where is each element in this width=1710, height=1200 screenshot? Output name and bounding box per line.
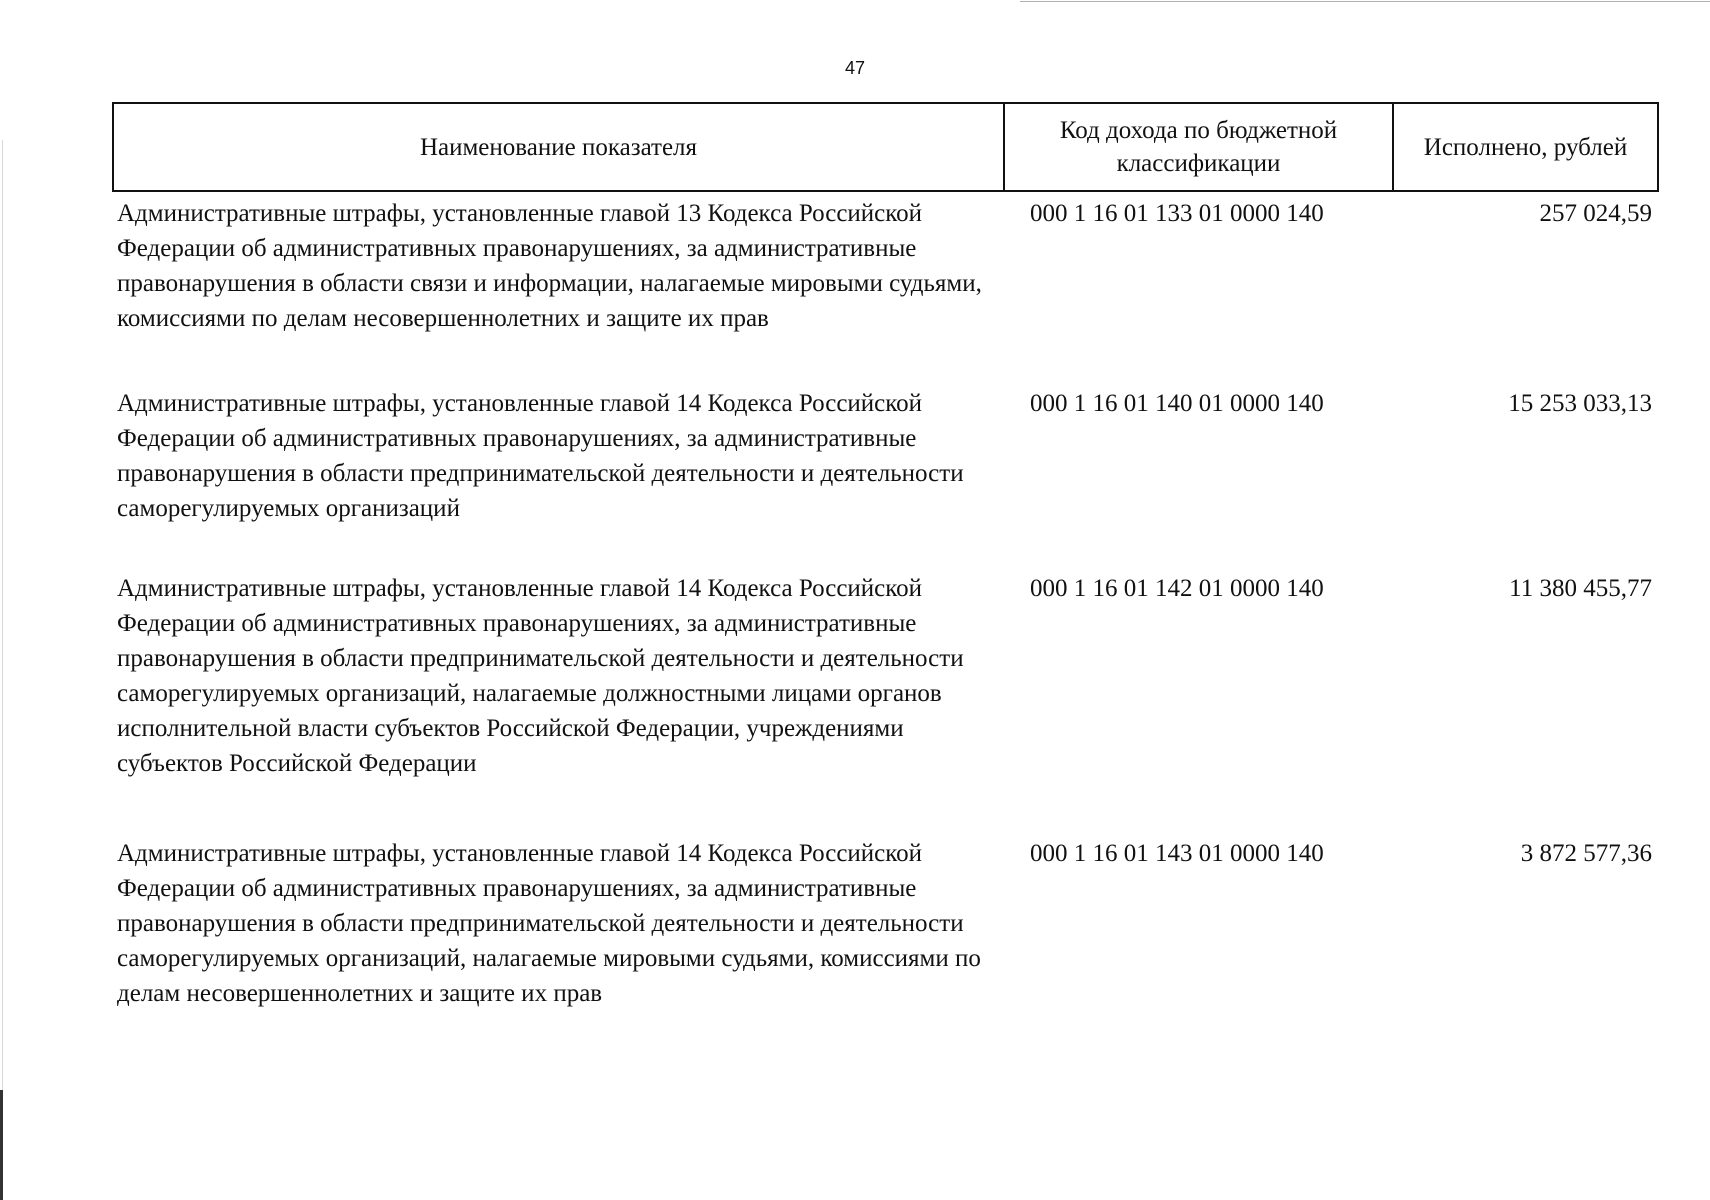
revenue-code-cell: 000 1 16 01 133 01 0000 140 bbox=[1030, 200, 1324, 227]
page-number: 47 bbox=[844, 58, 866, 78]
revenue-code-cell: 000 1 16 01 140 01 0000 140 bbox=[1030, 390, 1324, 417]
table-row bbox=[113, 191, 1658, 386]
indicator-name-cell: Административные штрафы, установленные главой 14 Кодекса Российской Федерации об административных правонарушениях, за административные правонарушения в области предпринимательской деятельности и деятельности саморегулируемых организаций, налагаемые мировыми судьями, комиссиями по делам несовершеннолетних и защите их прав bbox=[117, 840, 981, 1007]
revenue-code-cell: 000 1 16 01 143 01 0000 140 bbox=[1030, 840, 1324, 867]
header-indicator-name: Наименование показателя bbox=[113, 103, 1004, 191]
executed-amount-cell: 257 024,59 bbox=[1539, 200, 1652, 227]
executed-amount-cell: 3 872 577,36 bbox=[1520, 840, 1652, 867]
table-row bbox=[113, 571, 1658, 836]
scan-edge-line bbox=[2, 140, 3, 1180]
header-executed-amount: Исполнено, рублей bbox=[1393, 103, 1658, 191]
table-row bbox=[113, 836, 1658, 1051]
header-revenue-code: Код дохода по бюджетной классификации bbox=[1004, 103, 1393, 191]
table-header-row bbox=[113, 103, 1658, 191]
executed-amount-cell: 11 380 455,77 bbox=[1509, 575, 1652, 602]
indicator-name-cell: Административные штрафы, установленные главой 13 Кодекса Российской Федерации об административных правонарушениях, за административные правонарушения в области связи и информации, налагаемые мировыми судьями, комиссиями по делам несовершеннолетних и защите их прав bbox=[117, 200, 982, 332]
revenue-code-cell: 000 1 16 01 142 01 0000 140 bbox=[1030, 575, 1324, 602]
executed-amount-cell: 15 253 033,13 bbox=[1508, 390, 1652, 417]
indicator-name-cell: Административные штрафы, установленные главой 14 Кодекса Российской Федерации об административных правонарушениях, за административные правонарушения в области предпринимательской деятельности и деятельности саморегулируемых организаций bbox=[117, 390, 964, 522]
scan-edge-mark bbox=[0, 1090, 3, 1200]
indicator-name-cell: Административные штрафы, установленные главой 14 Кодекса Российской Федерации об административных правонарушениях, за административные правонарушения в области предпринимательской деятельности и деятельности саморегулируемых организаций, налагаемые должностными лицами органов исполнительной власти субъектов Российской Федерации, учреждениями субъектов Российской Федерации bbox=[117, 575, 964, 777]
revenue-table bbox=[112, 102, 1659, 1051]
table-row bbox=[113, 386, 1658, 571]
scan-edge-line bbox=[1020, 1, 1710, 2]
